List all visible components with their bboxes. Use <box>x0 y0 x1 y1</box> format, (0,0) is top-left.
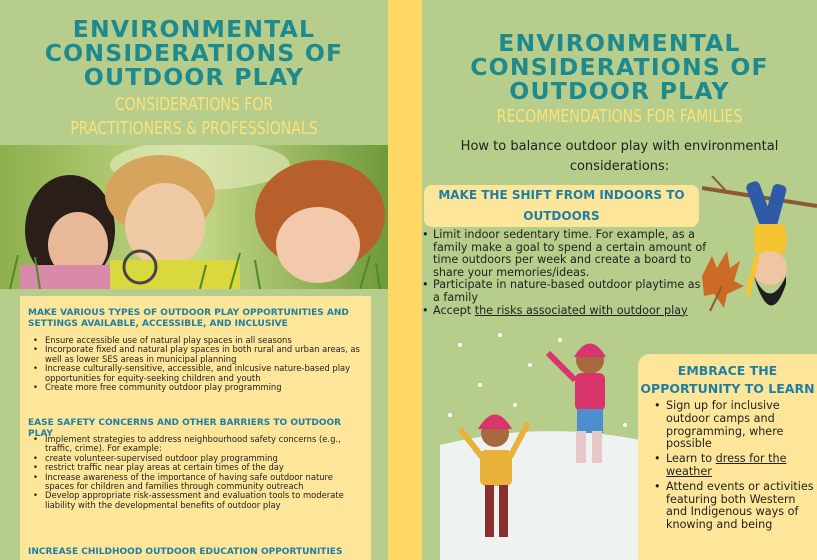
subtitle-line: PRACTITIONERS & PROFESSIONALS <box>70 118 318 139</box>
risk-prefix: Accept <box>433 303 475 317</box>
section-list <box>30 435 360 510</box>
list-item: • Implement strategies to address neighbourhood safety concerns (e.g., traffic, crime). For example: <box>30 435 360 454</box>
title-line: ENVIRONMENTAL <box>72 15 316 43</box>
shift-heading: MAKE THE SHIFT FROM INDOORS TO OUTDOORS <box>438 188 685 223</box>
list-item: • Limit indoor sedentary time. For example, as a family make a goal to spend a certain amount of time outdoors per week and create a board to share your memories/ideas. <box>422 229 707 279</box>
learn-heading: EMBRACE THE OPPORTUNITY TO LEARN <box>640 363 815 396</box>
children-in-snow-illustration <box>440 325 640 560</box>
title-line: CONSIDERATIONS OF <box>44 39 344 67</box>
title-line: ENVIRONMENTAL <box>498 29 741 57</box>
title-line: CONSIDERATIONS OF <box>470 53 769 81</box>
learn-list <box>654 400 814 534</box>
list-item: • Increase culturally-sensitive, accessible, and inlcusive nature-based play opportunities for equity-seeking children and youth <box>30 364 360 383</box>
dress-for-weather-link[interactable]: dress for the weather <box>666 452 787 478</box>
list-item: • Ensure accessible use of natural play spaces in all seasons <box>30 336 360 345</box>
child-hanging-upside-down-illustration <box>702 176 817 326</box>
right-panel <box>422 0 817 560</box>
list-item: • Attend events or activities featuring both Western and Indigenous ways of knowing and being <box>654 481 814 532</box>
intro-text: How to balance outdoor play with environmental considerations: <box>460 139 779 174</box>
list-item: • create volunteer-supervised outdoor play programming <box>30 454 360 463</box>
subtitle-line: CONSIDERATIONS FOR <box>114 94 274 115</box>
title-line: OUTDOOR PLAY <box>509 77 730 105</box>
section-heading: INCREASE CHILDHOOD OUTDOOR EDUCATION OPPORTUNITIES <box>28 547 343 557</box>
list-item: • Increase awareness of the importance of having safe outdoor nature spaces for children and families through community outreach <box>30 473 360 492</box>
list-item: • restrict traffic near play areas at certain times of the day <box>30 463 360 472</box>
shift-list <box>422 229 707 317</box>
learn-prefix: Learn to <box>666 452 716 466</box>
practitioner-considerations-box <box>20 296 371 560</box>
left-title <box>0 17 388 89</box>
section-heading: EASE SAFETY CONCERNS AND OTHER BARRIERS TO OUTDOOR PLAY <box>28 418 342 439</box>
section-list <box>30 336 360 392</box>
list-item: • Incorporate fixed and natural play spaces in both rural and urban areas, as well as lower SES areas in municipal planning <box>30 345 360 364</box>
list-item <box>654 453 814 479</box>
list-item: • Sign up for inclusive outdoor camps and programming, where possible <box>654 400 814 451</box>
right-subtitle: RECOMMENDATIONS FOR FAMILIES <box>496 106 743 127</box>
list-item: • Develop appropriate risk-assessment and evaluation tools to moderate liability with the developmental benefits of outdoor play <box>30 491 360 510</box>
list-item: • Create more free community outdoor play programming <box>30 383 360 392</box>
list-item: • Participate in nature-based outdoor playtime as a family <box>422 279 707 304</box>
risks-link[interactable]: the risks associated with outdoor play <box>474 303 688 317</box>
left-subtitle <box>43 93 346 141</box>
list-item <box>422 305 707 318</box>
right-title <box>422 31 817 103</box>
title-line: OUTDOOR PLAY <box>83 63 305 91</box>
section-heading: MAKE VARIOUS TYPES OF OUTDOOR PLAY OPPORTUNITIES AND SETTINGS AVAILABLE, ACCESSIBLE, AND INCLUSIVE <box>28 308 349 329</box>
left-panel <box>0 0 388 560</box>
children-in-grass-photo <box>0 145 388 289</box>
